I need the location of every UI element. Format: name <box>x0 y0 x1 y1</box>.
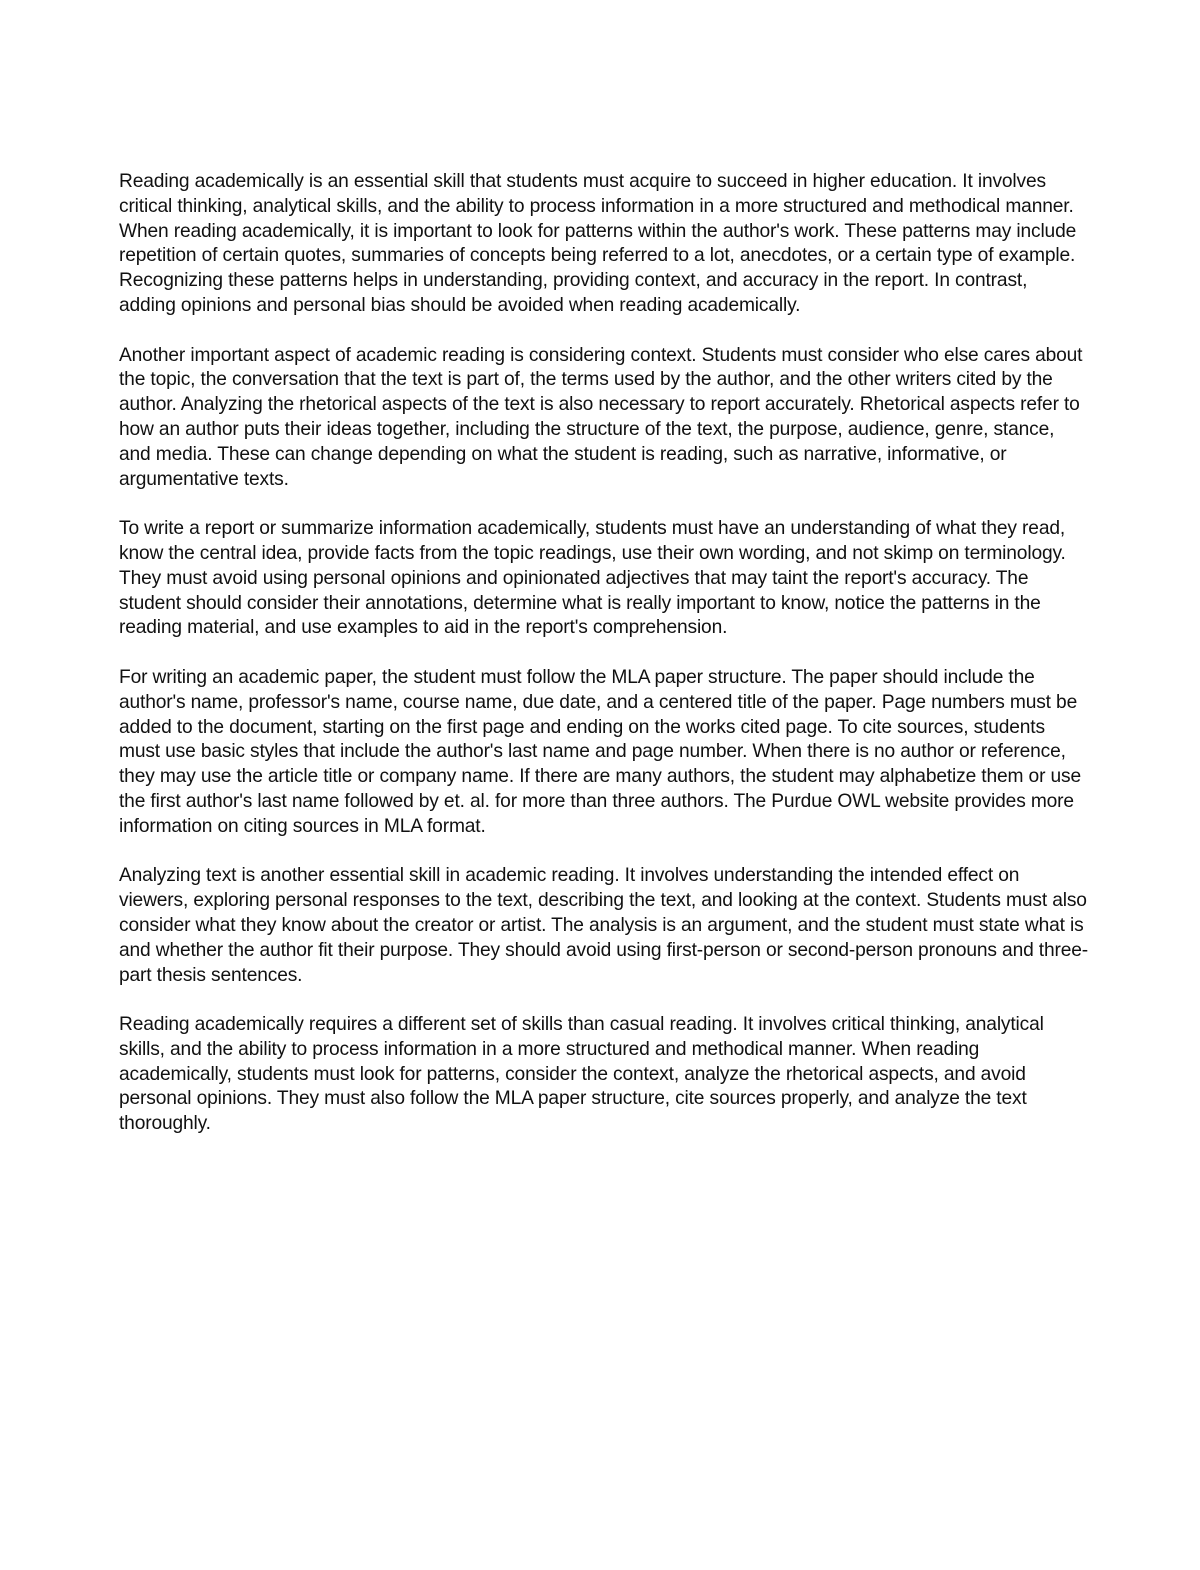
paragraph-reading-academically: Reading academically is an essential skill that students must acquire to succeed in higher education. It involves critical thinking, analytical skills, and the ability to process information in a more structured and methodical manner. When reading academically, it is important to look for patterns within the author's work. These patterns may include repetition of certain quotes, summaries of concepts being referred to a lot, anecdotes, or a certain type of example. Recognizing these patterns helps in understanding, providing context, and accuracy in the report. In contrast, adding opinions and personal bias should be avoided when reading academically. <box>119 171 1077 316</box>
document-body <box>119 170 1089 1162</box>
paragraph-analyzing-text: Analyzing text is another essential skill in academic reading. It involves understanding the intended effect on viewers, exploring personal responses to the text, describing the text, and looking at the context. Students must also consider what they know about the creator or artist. The analysis is an argument, and the student must state what is and whether the author fit their purpose. They should avoid using first-person or second-person pronouns and three-part thesis sentences. <box>119 865 1089 986</box>
paragraph-context: Another important aspect of academic reading is considering context. Students must consider who else cares about the topic, the conversation that the text is part of, the terms used by the author, and the other writers cited by the author. Analyzing the rhetorical aspects of the text is also necessary to report accurately. Rhetorical aspects refer to how an author puts their ideas together, including the structure of the text, the purpose, audience, genre, stance, and media. These can change depending on what the student is reading, such as narrative, informative, or argumentative texts. <box>119 344 1083 490</box>
paragraph-report-writing: To write a report or summarize information academically, students must have an understanding of what they read, know the central idea, provide facts from the topic readings, use their own wording, and not skimp on terminology. They must avoid using personal opinions and opinionated adjectives that may taint the report's accuracy. The student should consider their annotations, determine what is really important to know, notice the patterns in the reading material, and use examples to aid in the report's comprehension. <box>119 518 1066 639</box>
paragraph-conclusion: Reading academically requires a different set of skills than casual reading. It involves critical thinking, analytical skills, and the ability to process information in a more structured and methodical manner. When reading academically, students must look for patterns, consider the context, analyze the rhetorical aspects, and avoid personal opinions. They must also follow the MLA paper structure, cite sources properly, and analyze the text thoroughly. <box>119 1014 1044 1135</box>
paragraph-mla-structure: For writing an academic paper, the student must follow the MLA paper structure. The paper should include the author's name, professor's name, course name, due date, and a centered title of the paper. Page numbers must be added to the document, starting on the first page and ending on the works cited page. To cite sources, students must use basic styles that include the author's last name and page number. When there is no author or reference, they may use the article title or company name. If there are many authors, the student may alphabetize them or use the first author's last name followed by et. al. for more than three authors. The Purdue OWL website provides more information on citing sources in MLA format. <box>119 666 1081 837</box>
